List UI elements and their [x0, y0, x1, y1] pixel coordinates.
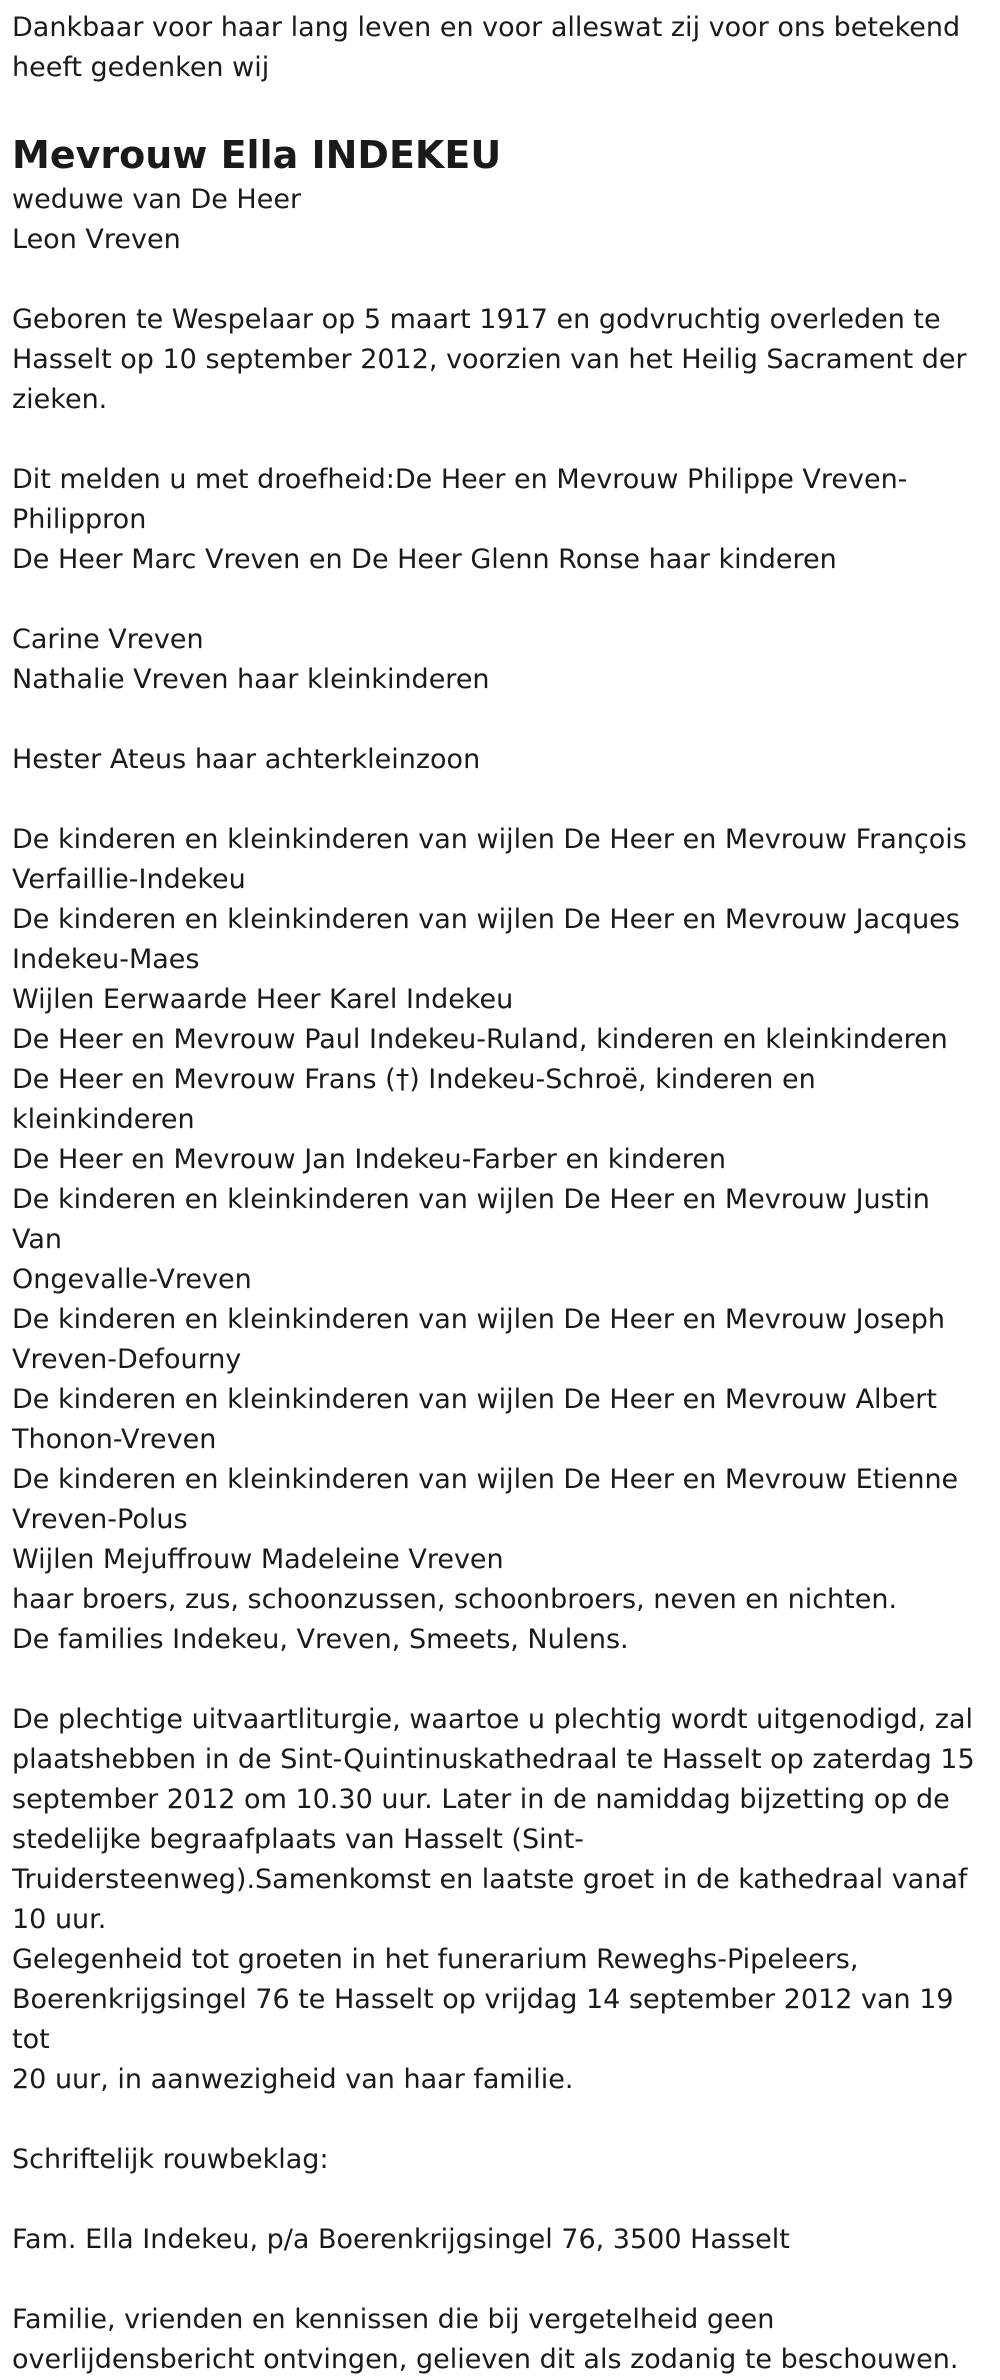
text-line: Carine Vreven: [12, 624, 204, 655]
text-line: plaatshebben in de Sint-Quintinuskathedraal te Hasselt op zaterdag 15: [12, 1744, 975, 1775]
text-line: De kinderen en kleinkinderen van wijlen De Heer en Mevrouw Jacques: [12, 904, 960, 935]
text-line: Indekeu-Maes: [12, 944, 200, 975]
text-line: Ongevalle-Vreven: [12, 1264, 252, 1295]
text-line: De kinderen en kleinkinderen van wijlen De Heer en Mevrouw François: [12, 824, 967, 855]
funeral-details: [12, 1700, 988, 2100]
text-line: Familie, vrienden en kennissen die bij vergetelheid geen: [12, 2304, 775, 2335]
text-line: Geboren te Wespelaar op 5 maart 1917 en godvruchtig overleden te: [12, 304, 941, 335]
deceased-section: [12, 128, 988, 260]
text-line: Leon Vreven: [12, 224, 181, 255]
relatives-list: [12, 820, 988, 1660]
text-line: De Heer Marc Vreven en De Heer Glenn Ronse haar kinderen: [12, 544, 837, 575]
text-line: Hester Ateus haar achterkleinzoon: [12, 744, 481, 775]
text-line: weduwe van De Heer: [12, 184, 302, 215]
text-line: Dit melden u met droefheid:De Heer en Mevrouw Philippe Vreven-: [12, 464, 908, 495]
text-line: 20 uur, in aanwezigheid van haar familie.: [12, 2064, 574, 2095]
text-line: De kinderen en kleinkinderen van wijlen De Heer en Mevrouw Joseph: [12, 1304, 945, 1335]
text-line: Wijlen Mejuffrouw Madeleine Vreven: [12, 1544, 504, 1575]
text-line: Truidersteenweg).Samenkomst en laatste groet in de kathedraal vanaf: [12, 1864, 968, 1895]
text-line: De families Indekeu, Vreven, Smeets, Nulens.: [12, 1624, 629, 1655]
text-line: Dankbaar voor haar lang leven en voor alleswat zij voor ons betekend: [12, 12, 961, 43]
text-line: Wijlen Eerwaarde Heer Karel Indekeu: [12, 984, 514, 1015]
text-line: haar broers, zus, schoonzussen, schoonbroers, neven en nichten.: [12, 1584, 898, 1615]
great-grandchildren-list: [12, 740, 988, 780]
intro-text: [12, 8, 988, 88]
birth-death-text: [12, 300, 988, 420]
text-line: Vreven-Defourny: [12, 1344, 242, 1375]
text-line: De Heer en Mevrouw Paul Indekeu-Ruland, kinderen en kleinkinderen: [12, 1024, 948, 1055]
text-line: Fam. Ella Indekeu, p/a Boerenkrijgsingel 76, 3500 Hasselt: [12, 2224, 790, 2255]
text-line: overlijdensbericht ontvingen, gelieven dit als zodanig te beschouwen.: [12, 2344, 959, 2375]
text-line: Verfaillie-Indekeu: [12, 864, 246, 895]
text-line: De plechtige uitvaartliturgie, waartoe u plechtig wordt uitgenodigd, zal: [12, 1704, 974, 1735]
text-line: Philippron: [12, 504, 147, 535]
text-line: Vreven-Polus: [12, 1504, 188, 1535]
text-line: 10 uur.: [12, 1904, 107, 1935]
text-line: Boerenkrijgsingel 76 te Hasselt op vrijdag 14 september 2012 van 19 tot: [12, 1984, 963, 2055]
text-line: Thonon-Vreven: [12, 1424, 217, 1455]
text-line: De kinderen en kleinkinderen van wijlen De Heer en Mevrouw Justin Van: [12, 1184, 939, 1255]
text-line: Nathalie Vreven haar kleinkinderen: [12, 664, 490, 695]
text-line: heeft gedenken wij: [12, 52, 270, 83]
text-line: De kinderen en kleinkinderen van wijlen De Heer en Mevrouw Albert: [12, 1384, 937, 1415]
text-line: De Heer en Mevrouw Frans (†) Indekeu-Schroë, kinderen en: [12, 1064, 816, 1095]
deceased-name: Mevrouw Ella INDEKEU: [12, 133, 502, 177]
grandchildren-list: [12, 620, 988, 700]
text-line: De Heer en Mevrouw Jan Indekeu-Farber en kinderen: [12, 1144, 727, 1175]
text-line: stedelijke begraafplaats van Hasselt (Sint-: [12, 1824, 585, 1855]
closing-text: [12, 2300, 988, 2380]
text-line: De kinderen en kleinkinderen van wijlen De Heer en Mevrouw Etienne: [12, 1464, 959, 1495]
text-line: kleinkinderen: [12, 1104, 195, 1135]
condolence-address: [12, 2220, 988, 2260]
text-line: Schriftelijk rouwbeklag:: [12, 2144, 329, 2175]
announcement-children: [12, 460, 988, 580]
condolence-label: [12, 2140, 988, 2180]
text-line: Hasselt op 10 september 2012, voorzien van het Heilig Sacrament der: [12, 344, 967, 375]
text-line: zieken.: [12, 384, 108, 415]
text-line: Gelegenheid tot groeten in het funerarium Reweghs-Pipeleers,: [12, 1944, 859, 1975]
text-line: september 2012 om 10.30 uur. Later in de namiddag bijzetting op de: [12, 1784, 950, 1815]
